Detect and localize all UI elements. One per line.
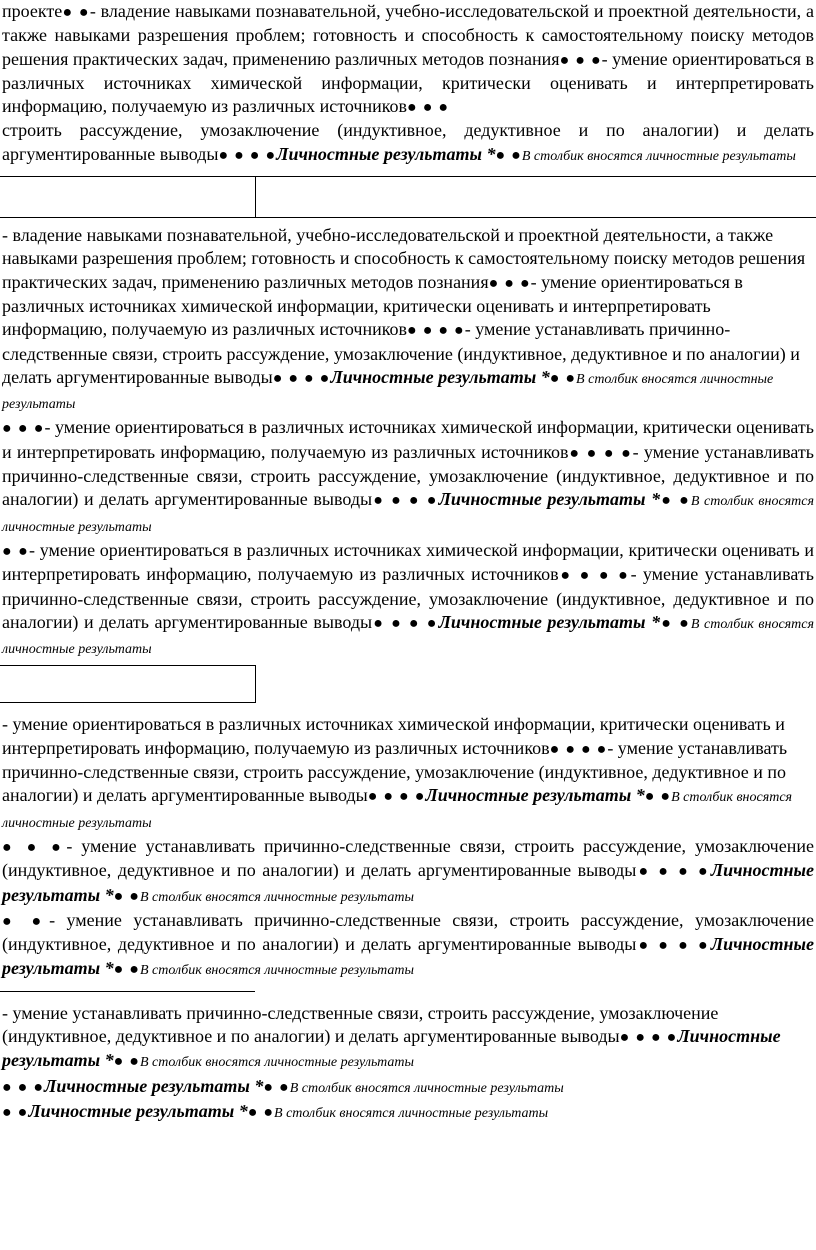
personal-results-note: В столбик вносятся личностные результаты <box>289 1080 564 1096</box>
bullet-group: ● ● ● <box>2 1078 44 1096</box>
bullet-group: ● ● <box>2 1103 29 1121</box>
paragraph-4 <box>2 539 816 661</box>
bullet-group: ● ● ● ● <box>619 1028 678 1046</box>
bullet-group: ● ● ● ● <box>636 863 711 881</box>
text-orientirovatsya: - умение ориентироваться в различных источниках химической информации, критически оценивать и интерпретировать информацию, получаемую из различных источников <box>2 539 815 585</box>
text-prichinno: - умение устанавливать причинно-следственные связи, строить рассуждение, умозаключение (индуктивное, дедуктивное и по аналогии) и делать аргументированные выводы <box>2 835 814 881</box>
bullet-group: ● ● <box>247 1103 275 1121</box>
bullet-group: ● ● ● <box>2 420 45 438</box>
personal-results-heading: Личностные результаты * <box>425 785 645 806</box>
paragraph-6 <box>2 835 816 909</box>
bullet-group: ● ● <box>2 912 50 930</box>
text-prichinno: - умение устанавливать причинно-следственные связи, строить рассуждение, умозаключение (индуктивное, дедуктивное и по аналогии) и делать аргументированные выводы <box>2 1002 719 1046</box>
paragraph-3 <box>2 416 816 538</box>
bullet-group: ● ● ● ● <box>372 614 439 632</box>
bullet-group: ● ● ● ● <box>549 740 608 758</box>
bullet-group: ● ● <box>660 614 691 632</box>
bullet-group: ● ● ● ● <box>636 937 711 955</box>
bullet-group: ● ● ● <box>407 99 450 117</box>
table-cell-empty <box>256 176 816 218</box>
paragraph-9 <box>2 1075 816 1100</box>
bullet-group: ● ● <box>660 492 691 510</box>
bullet-group: ● ● ● ● <box>558 567 631 585</box>
bullet-group: ● ● <box>495 146 522 164</box>
personal-results-heading: Личностные результаты * <box>44 1075 264 1096</box>
personal-results-heading: Личностные результаты * <box>438 611 661 632</box>
personal-results-note: В столбик вносятся личностные результаты <box>521 148 796 164</box>
personal-results-note: В столбик вносятся личностные результаты <box>139 889 415 905</box>
bullet-group: ● ● <box>263 1078 290 1096</box>
personal-results-heading: Личностные результаты * <box>330 366 550 387</box>
text-orientirovatsya: - умение ориентироваться в различных источниках химической информации, критически оценивать и интерпретировать информацию, получаемую из различных источников <box>2 417 814 462</box>
bullet-group: ● ● ● ● <box>568 444 633 462</box>
text-prichinno: - умение устанавливать причинно-следственные связи, строить рассуждение, умозаключение (индуктивное, дедуктивное и по аналогии) и делать аргументированные выводы <box>2 564 814 632</box>
text-prichinno: - умение устанавливать причинно-следственные связи, строить рассуждение, умозаключение (индуктивное, дедуктивное и по аналогии) и делать аргументированные выводы <box>2 319 800 387</box>
bullet-group: ● ● ● <box>488 274 531 292</box>
paragraph-10 <box>2 1100 816 1125</box>
personal-results-note: В столбик вносятся личностные результаты <box>2 371 774 413</box>
personal-results-note: В столбик вносятся личностные результаты <box>2 616 815 658</box>
personal-results-heading: Личностные результаты * <box>438 489 661 510</box>
personal-results-heading: Личностные результаты * <box>276 143 496 164</box>
personal-results-heading: Личностные результаты * <box>28 1100 248 1121</box>
paragraph-5 <box>2 713 816 834</box>
personal-results-note: В столбик вносятся личностные результаты <box>274 1105 549 1121</box>
paragraph-8 <box>2 1002 816 1075</box>
text-orientirovatsya: - умение ориентироваться в различных источниках химической информации, критически оценивать и интерпретировать информацию, получаемую из различных источников <box>2 271 743 340</box>
bullet-group: ● ● ● ● <box>218 146 277 164</box>
text-stroit: строить рассуждение, умозаключение (индуктивное, дедуктивное и по аналогии) и делать аргументированные выводы <box>2 120 814 164</box>
text-prichinno: - умение устанавливать причинно-следственные связи, строить рассуждение, умозаключение (индуктивное, дедуктивное и по аналогии) и делать аргументированные выводы <box>2 909 814 955</box>
table-cell-empty <box>0 665 256 703</box>
text-proekte: проекте <box>2 1 63 21</box>
bullet-group: ● ● <box>113 1053 140 1071</box>
bullet-group: ● ● ● <box>2 838 67 856</box>
text-prichinno: - умение устанавливать причинно-следственные связи, строить рассуждение, умозаключение (индуктивное, дедуктивное и по аналогии) и делать аргументированные выводы <box>2 737 788 806</box>
bullet-group: ● ● ● <box>559 51 602 69</box>
personal-results-heading: Личностные результаты * <box>2 860 815 905</box>
bullet-group: ● ● <box>62 4 90 21</box>
personal-results-heading: Личностные результаты * <box>2 1025 781 1071</box>
bullet-group: ● ● ● ● <box>272 369 331 387</box>
table-row-divider <box>0 176 816 224</box>
personal-results-note: В столбик вносятся личностные результаты <box>139 1055 415 1071</box>
bullet-group: ● ● <box>113 887 140 905</box>
text-vladenie: - владение навыками познавательной, учебно-исследовательской и проектной деятельности, а также навыками разрешения проблем; готовность и способность к самостоятельному поиску методов решения практических задач, применению различных методов познания <box>2 225 806 292</box>
text-orientirovatsya: - умение ориентироваться в различных источниках химической информации, критически оценивать и интерпретировать информацию, получаемую из различных источников <box>2 714 785 758</box>
personal-results-note: В столбик вносятся личностные результаты <box>2 494 815 535</box>
divider-line <box>0 991 255 992</box>
table-cell-empty <box>0 176 256 218</box>
paragraph-1 <box>2 0 816 168</box>
personal-results-note: В столбик вносятся личностные результаты <box>139 963 415 979</box>
paragraph-7 <box>2 909 816 983</box>
bullet-group: ● ● <box>2 542 29 560</box>
bullet-group: ● ● ● ● <box>372 492 439 510</box>
personal-results-note: В столбик вносятся личностные результаты <box>2 790 793 831</box>
bullet-group: ● ● ● ● <box>367 788 426 806</box>
personal-results-heading: Личностные результаты * <box>2 934 815 979</box>
paragraph-2 <box>2 224 816 416</box>
bullet-group: ● ● <box>113 961 140 979</box>
bullet-group: ● ● <box>644 788 672 806</box>
bullet-group: ● ● ● ● <box>407 322 465 340</box>
text-vladenie: - владение навыками познавательной, учебно-исследовательской и проектной деятельности, а также навыками разрешения проблем; готовность и способность к самостоятельному поиску методов решения практических задач, применению различных методов познания <box>2 1 814 69</box>
text-prichinno: - умение устанавливать причинно-следственные связи, строить рассуждение, умозаключение (индуктивное, дедуктивное и по аналогии) и делать аргументированные выводы <box>2 441 815 510</box>
text-orientirovatsya: - умение ориентироваться в различных источниках химической информации, критически оценивать и интерпретировать информацию, получаемую из различных источников <box>2 48 814 117</box>
bullet-group: ● ● <box>549 369 577 387</box>
